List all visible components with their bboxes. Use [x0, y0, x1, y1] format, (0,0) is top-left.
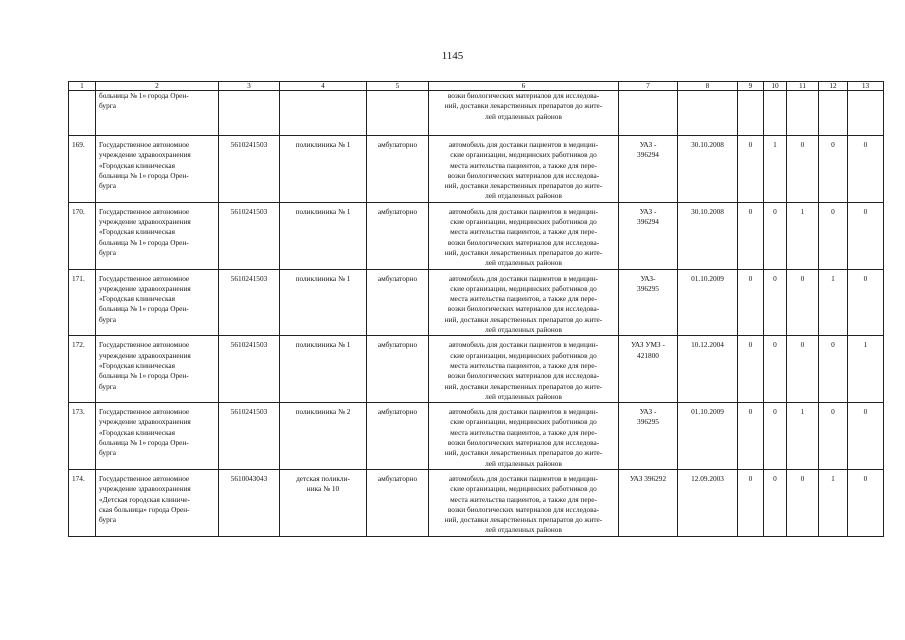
text-line: поликлиника № 1 — [295, 206, 351, 216]
text-line: лей отдаленных районов — [485, 391, 562, 401]
text-line: учреждение здравоохранения — [99, 217, 191, 227]
cell-flag — [764, 91, 787, 136]
cell-flag: 0 — [848, 202, 884, 269]
row-number: 171. — [69, 269, 96, 336]
cell-date: 10.12.2004 — [678, 336, 738, 403]
cell-flag: 0 — [764, 403, 787, 470]
text-line: возки биологических материалов для исследова- — [447, 504, 600, 514]
text-line: лей отдаленных районов — [485, 458, 562, 468]
cell-org-name — [96, 269, 219, 336]
text-line: 396294 — [637, 217, 659, 227]
text-line: автомобиль для доставки пациентов в медицин- — [448, 340, 599, 350]
text-line: места жительства пациентов, а также для пере- — [450, 160, 597, 170]
column-number: 10 — [764, 82, 787, 91]
cell-flag: 1 — [848, 336, 884, 403]
text-line: детская поликли- — [296, 473, 350, 483]
text-line: ний, доставки лекарственных препаратов до жите- — [444, 247, 603, 257]
text-line: больница № 1» города Орен- — [99, 304, 189, 314]
text-line: лей отдаленных районов — [485, 191, 562, 201]
cell-dept — [280, 403, 367, 470]
cell-purpose — [429, 136, 619, 203]
text-line: 396295 — [637, 417, 659, 427]
text-line: ские организации, медицинских работников до — [450, 283, 597, 293]
cell-org-name — [96, 403, 219, 470]
cell-inn: 5610241503 — [219, 403, 280, 470]
text-line: возки биологических материалов для исследова- — [447, 304, 600, 314]
registry-table — [68, 81, 884, 537]
text-line: учреждение здравоохранения — [99, 417, 191, 427]
cell-dept — [280, 136, 367, 203]
text-line: бурга — [99, 181, 116, 191]
cell-flag: 0 — [764, 269, 787, 336]
cell-flag: 0 — [848, 403, 884, 470]
column-number: 1 — [69, 82, 96, 91]
column-number: 9 — [738, 82, 764, 91]
text-line: больница № 1» города Орен- — [99, 91, 189, 100]
text-line: ний, доставки лекарственных препаратов до жите- — [444, 448, 603, 458]
text-line: возки биологических материалов для исследова- — [447, 371, 600, 381]
cell-date: 30.10.2008 — [678, 136, 738, 203]
cell-flag: 0 — [819, 136, 848, 203]
text-line: бурга — [99, 247, 116, 257]
cell-flag: 0 — [819, 403, 848, 470]
cell-dept — [280, 336, 367, 403]
cell-flag: 0 — [787, 269, 819, 336]
text-line: больница № 1» города Орен- — [99, 371, 189, 381]
text-line: УАЗ УМЗ - — [631, 340, 665, 350]
text-line: учреждение здравоохранения — [99, 350, 191, 360]
text-line: ника № 10 — [306, 484, 340, 494]
text-line: возки биологических материалов для исследова- — [447, 438, 600, 448]
text-line: ские организации, медицинских работников до — [450, 217, 597, 227]
text-line: ний, доставки лекарственных препаратов до жите- — [444, 101, 603, 111]
text-line: ний, доставки лекарственных препаратов до жите- — [444, 314, 603, 324]
text-line: возки биологических материалов для исследова- — [447, 91, 600, 100]
text-line: УАЗ- — [640, 273, 656, 283]
cell-mode: амбулаторно — [367, 469, 429, 536]
text-line: бурга — [99, 101, 116, 111]
cell-flag: 0 — [738, 336, 764, 403]
cell-flag: 0 — [738, 269, 764, 336]
text-line: лей отдаленных районов — [485, 325, 562, 335]
cell-purpose — [429, 336, 619, 403]
text-line: Государственное автономное — [99, 206, 190, 216]
cell-num — [69, 91, 96, 136]
text-line: учреждение здравоохранения — [99, 484, 191, 494]
text-line: места жительства пациентов, а также для пере- — [450, 360, 597, 370]
cell-purpose — [429, 469, 619, 536]
cell-flag — [819, 91, 848, 136]
cell-flag: 0 — [848, 469, 884, 536]
cell-inn: 5610241503 — [219, 269, 280, 336]
cell-flag: 0 — [738, 403, 764, 470]
cell-inn — [219, 91, 280, 136]
text-line: УАЗ - — [639, 140, 657, 149]
text-line: Государственное автономное — [99, 473, 190, 483]
cell-purpose — [429, 403, 619, 470]
cell-dept — [280, 269, 367, 336]
cell-org-name — [96, 469, 219, 536]
text-line: бурга — [99, 515, 116, 525]
column-number: 13 — [848, 82, 884, 91]
text-line: автомобиль для доставки пациентов в медицин- — [448, 473, 599, 483]
cell-date: 12.09.2003 — [678, 469, 738, 536]
cell-flag: 0 — [764, 469, 787, 536]
cell-mode: амбулаторно — [367, 269, 429, 336]
text-line: автомобиль для доставки пациентов в медицин- — [448, 407, 599, 417]
text-line: УАЗ 396292 — [629, 473, 667, 483]
row-number: 170. — [69, 202, 96, 269]
table-row — [69, 403, 884, 470]
cell-flag — [787, 91, 819, 136]
text-line: ские организации, медицинских работников до — [450, 150, 597, 160]
text-line: больница № 1» города Орен- — [99, 237, 189, 247]
text-line: бурга — [99, 381, 116, 391]
text-line: лей отдаленных районов — [485, 111, 562, 121]
cell-purpose — [429, 269, 619, 336]
cell-model — [619, 469, 678, 536]
cell-model — [619, 336, 678, 403]
text-line: лей отдаленных районов — [485, 258, 562, 268]
cell-org-name — [96, 202, 219, 269]
continuation-row — [69, 91, 884, 136]
text-line: 396294 — [637, 150, 659, 160]
cell-model — [619, 136, 678, 203]
cell-flag: 1 — [787, 403, 819, 470]
cell-date: 30.10.2008 — [678, 202, 738, 269]
row-number: 174. — [69, 469, 96, 536]
column-number: 2 — [96, 82, 219, 91]
cell-model — [619, 91, 678, 136]
cell-mode: амбулаторно — [367, 336, 429, 403]
cell-inn: 5610241503 — [219, 202, 280, 269]
cell-flag: 0 — [787, 469, 819, 536]
text-line: возки биологических материалов для исследова- — [447, 170, 600, 180]
column-number: 12 — [819, 82, 848, 91]
cell-date: 01.10.2009 — [678, 269, 738, 336]
text-line: больница № 1» города Орен- — [99, 438, 189, 448]
text-line: Государственное автономное — [99, 273, 190, 283]
cell-flag: 0 — [848, 269, 884, 336]
text-line: «Детская городская клиниче- — [99, 494, 190, 504]
text-line: ские организации, медицинских работников до — [450, 417, 597, 427]
text-line: 396295 — [637, 283, 659, 293]
text-line: поликлиника № 1 — [295, 273, 351, 283]
cell-flag: 1 — [819, 469, 848, 536]
text-line: ний, доставки лекарственных препаратов до жите- — [444, 381, 603, 391]
text-line: Государственное автономное — [99, 340, 190, 350]
cell-flag: 0 — [787, 336, 819, 403]
cell-flag — [738, 91, 764, 136]
text-line: автомобиль для доставки пациентов в медицин- — [448, 273, 599, 283]
column-number-row — [69, 82, 884, 91]
text-line: ская больница» города Орен- — [99, 504, 190, 514]
column-number: 3 — [219, 82, 280, 91]
cell-purpose — [429, 91, 619, 136]
text-line: ские организации, медицинских работников до — [450, 484, 597, 494]
text-line: места жительства пациентов, а также для пере- — [450, 427, 597, 437]
text-line: бурга — [99, 448, 116, 458]
text-line: «Городская клиническая — [99, 160, 176, 170]
table-row — [69, 202, 884, 269]
table-row — [69, 469, 884, 536]
column-number: 4 — [280, 82, 367, 91]
text-line: больница № 1» города Орен- — [99, 170, 189, 180]
cell-flag: 0 — [819, 336, 848, 403]
cell-model — [619, 269, 678, 336]
column-number: 5 — [367, 82, 429, 91]
text-line: места жительства пациентов, а также для пере- — [450, 494, 597, 504]
cell-org-name — [96, 136, 219, 203]
table-row — [69, 336, 884, 403]
cell-dept — [280, 469, 367, 536]
text-line: 421800 — [637, 350, 659, 360]
cell-model — [619, 403, 678, 470]
cell-flag: 0 — [764, 202, 787, 269]
cell-org-name — [96, 91, 219, 136]
cell-flag: 0 — [738, 136, 764, 203]
text-line: автомобиль для доставки пациентов в медицин- — [448, 140, 599, 149]
table-row — [69, 136, 884, 203]
text-line: поликлиника № 1 — [295, 140, 351, 149]
cell-inn: 5610043043 — [219, 469, 280, 536]
cell-flag: 0 — [819, 202, 848, 269]
cell-mode: амбулаторно — [367, 136, 429, 203]
column-number: 7 — [619, 82, 678, 91]
text-line: поликлиника № 1 — [295, 340, 351, 350]
cell-flag: 1 — [764, 136, 787, 203]
text-line: поликлиника № 2 — [295, 407, 351, 417]
cell-flag: 0 — [848, 136, 884, 203]
cell-date — [678, 91, 738, 136]
cell-flag: 0 — [764, 336, 787, 403]
cell-flag: 0 — [787, 136, 819, 203]
text-line: учреждение здравоохранения — [99, 283, 191, 293]
text-line: возки биологических материалов для исследова- — [447, 237, 600, 247]
cell-inn: 5610241503 — [219, 336, 280, 403]
cell-flag: 0 — [738, 469, 764, 536]
text-line: «Городская клиническая — [99, 294, 176, 304]
cell-org-name — [96, 336, 219, 403]
row-number: 172. — [69, 336, 96, 403]
table-row — [69, 269, 884, 336]
cell-date: 01.10.2009 — [678, 403, 738, 470]
cell-mode: амбулаторно — [367, 403, 429, 470]
text-line: «Городская клиническая — [99, 227, 176, 237]
text-line: места жительства пациентов, а также для пере- — [450, 294, 597, 304]
text-line: Государственное автономное — [99, 140, 190, 149]
text-line: учреждение здравоохранения — [99, 150, 191, 160]
text-line: УАЗ - — [639, 407, 657, 417]
text-line: ний, доставки лекарственных препаратов до жите- — [444, 181, 603, 191]
cell-mode — [367, 91, 429, 136]
cell-mode: амбулаторно — [367, 202, 429, 269]
text-line: ний, доставки лекарственных препаратов до жите- — [444, 515, 603, 525]
cell-dept — [280, 202, 367, 269]
cell-flag: 1 — [787, 202, 819, 269]
cell-flag: 1 — [819, 269, 848, 336]
text-line: УАЗ - — [639, 206, 657, 216]
cell-dept — [280, 91, 367, 136]
cell-model — [619, 202, 678, 269]
text-line: «Городская клиническая — [99, 427, 176, 437]
text-line: места жительства пациентов, а также для пере- — [450, 227, 597, 237]
text-line: ские организации, медицинских работников до — [450, 350, 597, 360]
column-number: 6 — [429, 82, 619, 91]
column-number: 8 — [678, 82, 738, 91]
page-number: 1145 — [441, 50, 464, 62]
cell-inn: 5610241503 — [219, 136, 280, 203]
text-line: бурга — [99, 314, 116, 324]
row-number: 169. — [69, 136, 96, 203]
text-line: лей отдаленных районов — [485, 525, 562, 535]
cell-flag — [848, 91, 884, 136]
cell-purpose — [429, 202, 619, 269]
text-line: «Городская клиническая — [99, 360, 176, 370]
cell-flag: 0 — [738, 202, 764, 269]
text-line: автомобиль для доставки пациентов в медицин- — [448, 206, 599, 216]
text-line: Государственное автономное — [99, 407, 190, 417]
column-number: 11 — [787, 82, 819, 91]
row-number: 173. — [69, 403, 96, 470]
